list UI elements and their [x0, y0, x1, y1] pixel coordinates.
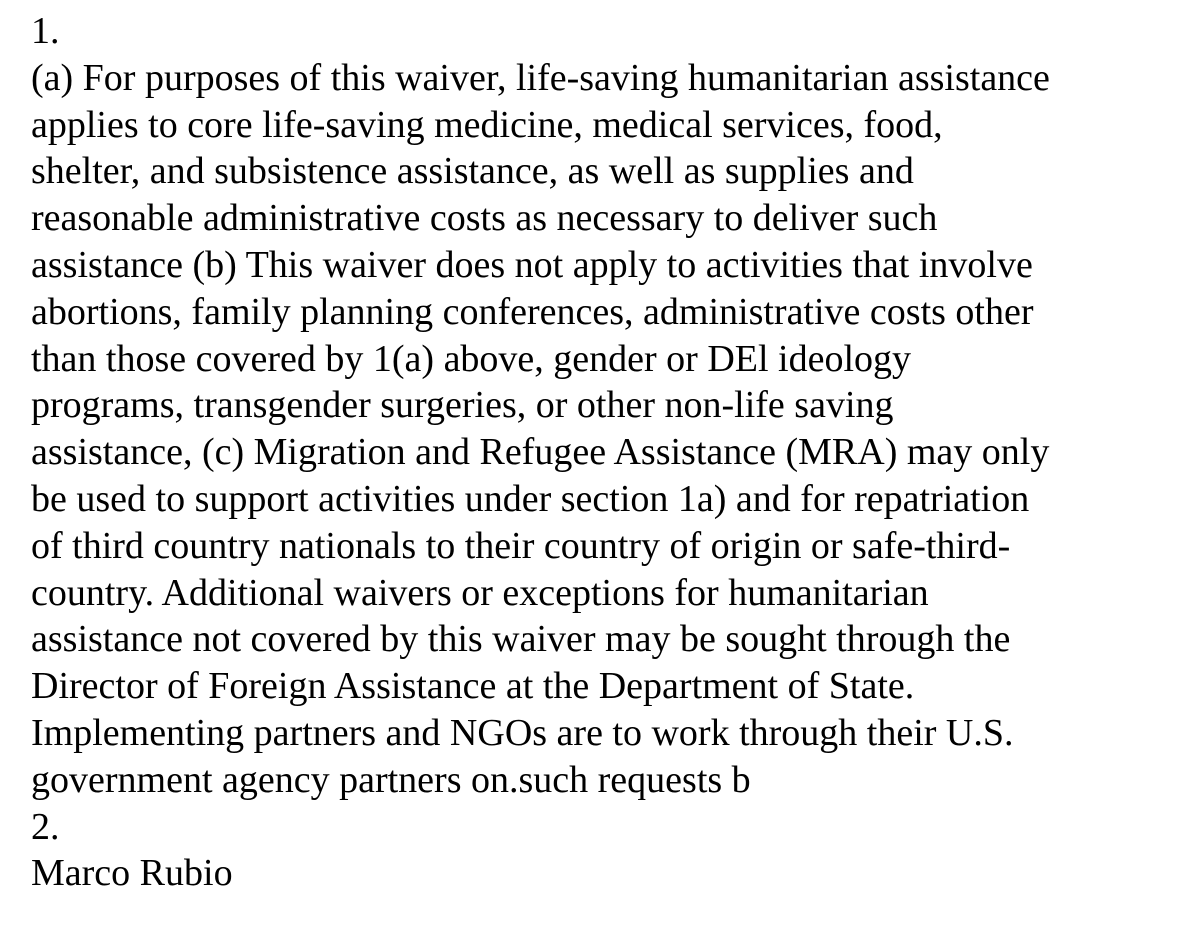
paragraph-line: assistance not covered by this waiver may be sought through the — [31, 618, 1011, 661]
section-2-number: 2. — [31, 805, 60, 848]
paragraph-line: programs, transgender surgeries, or other non-life saving — [31, 384, 894, 427]
signature-name: Marco Rubio — [31, 852, 233, 895]
paragraph-line: government agency partners on.such requests b — [31, 758, 751, 801]
paragraph-line: be used to support activities under section 1a) and for repatriation — [31, 477, 1030, 520]
paragraph-line: assistance (b) This waiver does not apply to activities that involve — [31, 243, 1033, 286]
paragraph-line: of third country nationals to their country of origin or safe-third- — [31, 524, 1011, 567]
paragraph-line: assistance, (c) Migration and Refugee Assistance (MRA) may only — [31, 431, 1050, 474]
paragraph-line: applies to core life-saving medicine, medical services, food, — [31, 103, 943, 146]
paragraph-line: than those covered by 1(a) above, gender or DEl ideology — [31, 337, 912, 380]
paragraph-line: (a) For purposes of this waiver, life-saving humanitarian assistance — [31, 56, 1050, 99]
document-page — [31, 8, 1191, 897]
paragraph-line: shelter, and subsistence assistance, as well as supplies and — [31, 150, 914, 193]
paragraph-line: reasonable administrative costs as necessary to deliver such — [31, 197, 938, 240]
section-1-number: 1. — [31, 10, 60, 52]
paragraph-line: Implementing partners and NGOs are to work through their U.S. — [31, 711, 1014, 754]
paragraph-line: abortions, family planning conferences, administrative costs other — [31, 290, 1034, 333]
paragraph-line: country. Additional waivers or exceptions for humanitarian — [31, 571, 929, 614]
waiver-paragraph — [31, 55, 1191, 804]
paragraph-line: Director of Foreign Assistance at the Department of State. — [31, 665, 915, 708]
